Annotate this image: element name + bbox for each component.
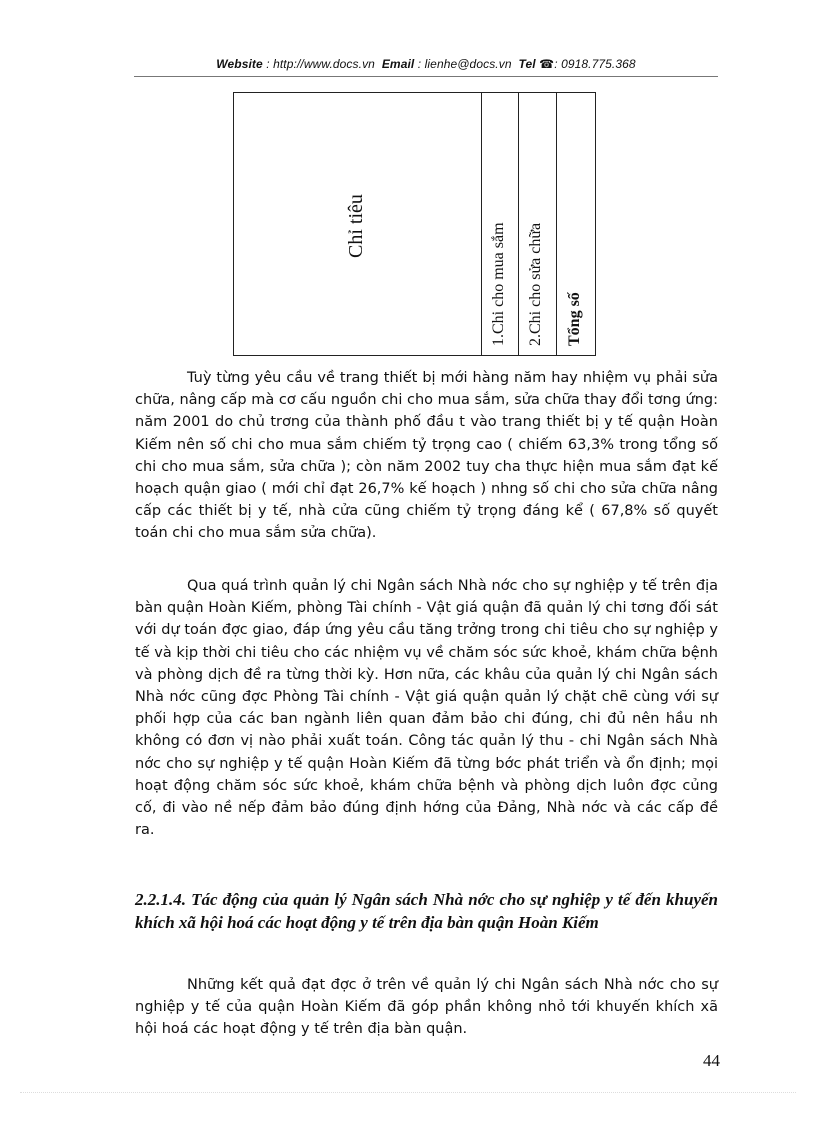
footer-rule (20, 1092, 796, 1093)
tel-label: Tel (518, 57, 536, 71)
page-number: 44 (703, 1051, 720, 1070)
tel-value: : 0918.775.368 (554, 57, 636, 71)
table-col-sua-chua: 2.Chi cho sửa chữa (527, 222, 544, 346)
website-value[interactable]: : http://www.docs.vn (266, 57, 375, 71)
website-label: Website (216, 57, 263, 71)
paragraph-3: Những kết quả đạt đợc ở trên về quản lý chi Ngân sách Nhà nớc cho sự nghiệp y tế của quận Hoàn Kiếm đã góp phần không nhỏ tới khuyến khích xã hội hoá các hoạt động y tế trên địa bàn quận. (135, 977, 718, 1038)
email-value[interactable]: : lienhe@docs.vn (417, 57, 512, 71)
page-header (134, 57, 718, 71)
table-col-mua-sam: 1.Chi cho mua sắm (490, 222, 507, 346)
table-col-1 (481, 93, 518, 355)
email-label: Email (381, 57, 415, 71)
paragraph-1: Tuỳ từng yêu cầu về trang thiết bị mới hàng năm hay nhiệm vụ phải sửa chữa, nâng cấp mà cơ cấu nguồn chi cho mua sắm, sửa chữa thay đổi tơng ứng: năm 2001 do chủ trơng của thành phố đầu t vào trang thiết bị y tế quận Hoàn Kiếm nên số chi cho mua sắm chiếm tỷ trọng cao ( chiếm 63,3% trong tổng số chi cho mua sắm, sửa chữa ); còn năm 2002 tuy cha thực hiện mua sắm đạt kế hoạch quận giao ( mới chỉ đạt 26,7% kế hoạch ) nhng số chi cho sửa chữa nâng cấp các thiết bị y tế, nhà cửa cũng chiếm tỷ trọng đáng kể ( 67,8% số quyết toán chi cho mua sắm sửa chữa). (135, 370, 719, 542)
table-col-chi-tieu: Chỉ tiêu (345, 194, 367, 258)
table-col-tong-so: Tổng số (566, 292, 583, 346)
section-heading: 2.2.1.4. Tác động của quản lý Ngân sách Nhà nớc cho sự nghiệp y tế đến khuyến khích xã hội hoá các hoạt động y tế trên địa bàn quận Hoàn Kiếm (135, 890, 718, 932)
paragraph-2: Qua quá trình quản lý chi Ngân sách Nhà nớc cho sự nghiệp y tế trên địa bàn quận Hoàn Kiếm, phòng Tài chính - Vật giá quận đã quản lý chi tơng đối sát với dự toán đợc giao, đáp ứng yêu cầu tăng trởng trong chi tiêu cho sự nghiệp y tế và kịp thời chi tiêu cho các nhiệm vụ về chăm sóc sức khoẻ, khám chữa bệnh và phòng dịch đề ra từng thời kỳ. Hơn nữa, các khâu của quản lý chi Ngân sách Nhà nớc cũng đợc Phòng Tài chính - Vật giá quận quản lý chặt chẽ cùng với sự phối hợp của các ban ngành liên quan đảm bảo chi đúng, chi đủ nên hầu nh không có đơn vị nào phải xuất toán. Công tác quản lý thu - chi Ngân sách Nhà nớc cho sự nghiệp y tế quận Hoàn Kiếm đã từng bớc phát triển và ổn định; mọi hoạt động chăm sóc sức khoẻ, khám chữa bệnh và phòng dịch luôn đợc củng cố, đi vào nề nếp đảm bảo đúng định hớng của Đảng, Nhà nớc và các cấp đề ra. (135, 578, 718, 839)
table-col-3 (556, 93, 595, 355)
phone-icon: ☎ (539, 57, 555, 71)
table-col-2 (518, 93, 556, 355)
header-rule (134, 76, 718, 77)
table-header (233, 92, 596, 356)
